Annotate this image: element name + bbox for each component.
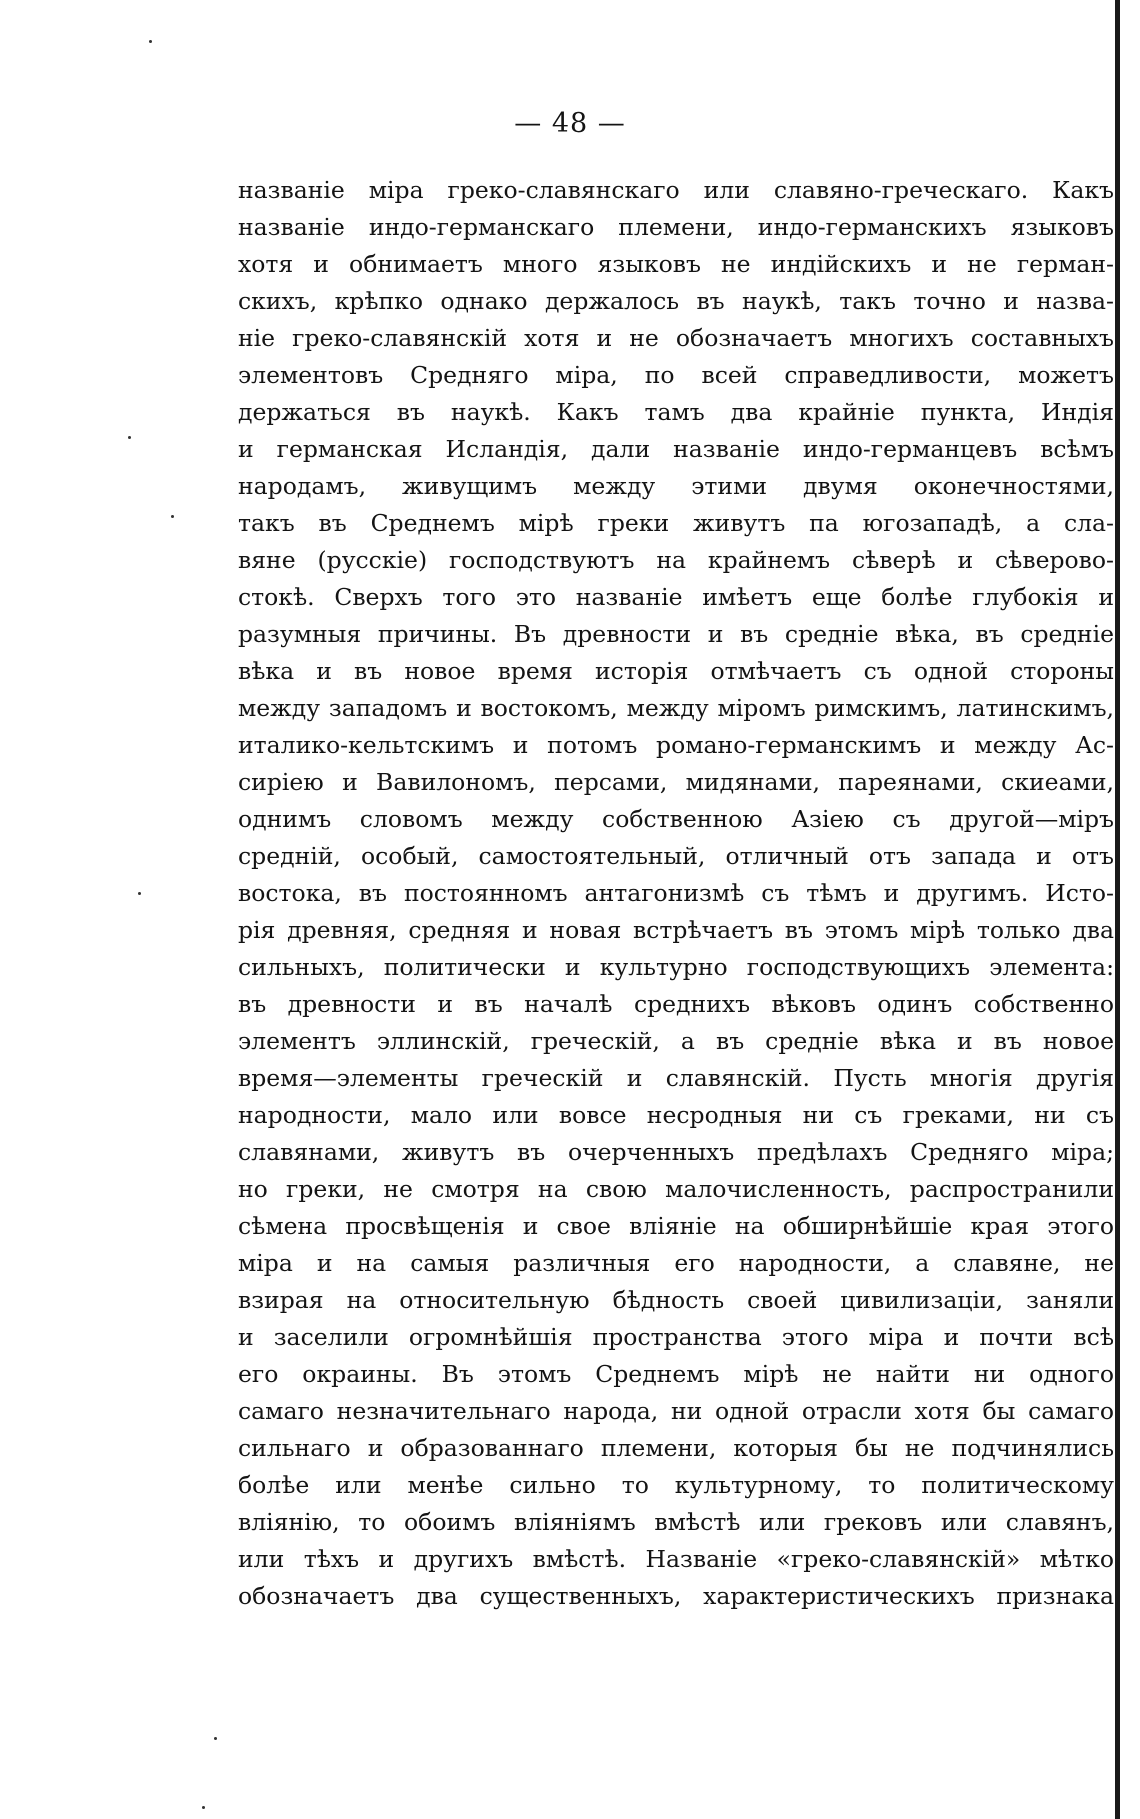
text-line: народности, мало или вовсе несродныя ни съ греками, ни съ [238,1101,1114,1129]
text-line: такъ въ Среднемъ мірѣ греки живутъ па югозападѣ, а сла- [238,509,1114,537]
text-line: элементовъ Средняго міра, по всей справедливости, можетъ [238,361,1114,389]
text-line: вліянію, то обоимъ вліяніямъ вмѣстѣ или грековъ или славянъ, [238,1508,1114,1536]
text-line: сильныхъ, политически и культурно господствующихъ элемента: [238,953,1114,981]
text-line: рія древняя, средняя и новая встрѣчаетъ въ этомъ мірѣ только два [238,916,1114,944]
scan-speck [128,436,131,439]
text-line: и германская Исландія, дали названіе индо-германцевъ всѣмъ [238,435,1114,463]
text-line: въ древности и въ началѣ среднихъ вѣковъ одинъ собственно [238,990,1114,1018]
text-line: названіе міра греко-славянскаго или славяно-греческаго. Какъ [238,176,1114,204]
text-line: однимъ словомъ между собственною Азіею съ другой—міръ [238,805,1114,833]
text-line: вѣка и въ новое время исторія отмѣчаетъ съ одной стороны [238,657,1114,685]
text-line: между западомъ и востокомъ, между міромъ римскимъ, латинскимъ, [238,694,1114,722]
text-line: держаться въ наукѣ. Какъ тамъ два крайніе пункта, Индія [238,398,1114,426]
text-line: стокѣ. Сверхъ того это названіе имѣетъ еще болѣе глубокія и [238,583,1114,611]
text-line: востока, въ постоянномъ антагонизмѣ съ тѣмъ и другимъ. Исто- [238,879,1114,907]
text-line: вяне (русскіе) господствуютъ на крайнемъ сѣверѣ и сѣверово- [238,546,1114,574]
text-line: взирая на относительную бѣдность своей цивилизаціи, заняли [238,1286,1114,1314]
text-line: и заселили огромнѣйшія пространства этого міра и почти всѣ [238,1323,1114,1351]
text-line: время—элементы греческій и славянскій. Пусть многія другія [238,1064,1114,1092]
text-line: сиріею и Вавилономъ, персами, мидянами, пареянами, скиеами, [238,768,1114,796]
text-line: обозначаетъ два существенныхъ, характеристическихъ признака [238,1582,1114,1610]
text-line: его окраины. Въ этомъ Среднемъ мірѣ не найти ни одного [238,1360,1114,1388]
text-line: сѣмена просвѣщенія и свое вліяніе на обширнѣйшіе края этого [238,1212,1114,1240]
scan-speck [214,1737,217,1740]
text-line: ніе греко-славянскій хотя и не обозначаетъ многихъ составныхъ [238,324,1114,352]
text-line: названіе индо-германскаго племени, индо-германскихъ языковъ [238,213,1114,241]
text-line: сильнаго и образованнаго племени, которыя бы не подчинялись [238,1434,1114,1462]
body-text [238,172,1114,1615]
text-line: народамъ, живущимъ между этими двумя оконечностями, [238,472,1114,500]
text-line: элементъ эллинскій, греческій, а въ средніе вѣка и въ новое [238,1027,1114,1055]
text-line: болѣе или менѣе сильно то культурному, то политическому [238,1471,1114,1499]
text-line: самаго незначительнаго народа, ни одной отрасли хотя бы самаго [238,1397,1114,1425]
scan-edge-bar [1115,0,1120,1819]
text-line: или тѣхъ и другихъ вмѣстѣ. Названіе «греко-славянскій» мѣтко [238,1545,1114,1573]
text-line: міра и на самыя различныя его народности, а славяне, не [238,1249,1114,1277]
text-line: славянами, живутъ въ очерченныхъ предѣлахъ Средняго міра; [238,1138,1114,1166]
text-line: но греки, не смотря на свою малочисленность, распространили [238,1175,1114,1203]
scan-speck [202,1806,205,1809]
text-line: скихъ, крѣпко однако держалось въ наукѣ, такъ точно и назва- [238,287,1114,315]
text-line: италико-кельтскимъ и потомъ романо-германскимъ и между Ас- [238,731,1114,759]
scan-speck [149,40,152,43]
text-line: разумныя причины. Въ древности и въ средніе вѣка, въ средніе [238,620,1114,648]
page-number: — 48 — [514,108,626,139]
text-line: хотя и обнимаетъ много языковъ не индійскихъ и не герман- [238,250,1114,278]
scan-speck [171,515,174,518]
text-line: средній, особый, самостоятельный, отличный отъ запада и отъ [238,842,1114,870]
scan-speck [138,892,141,895]
